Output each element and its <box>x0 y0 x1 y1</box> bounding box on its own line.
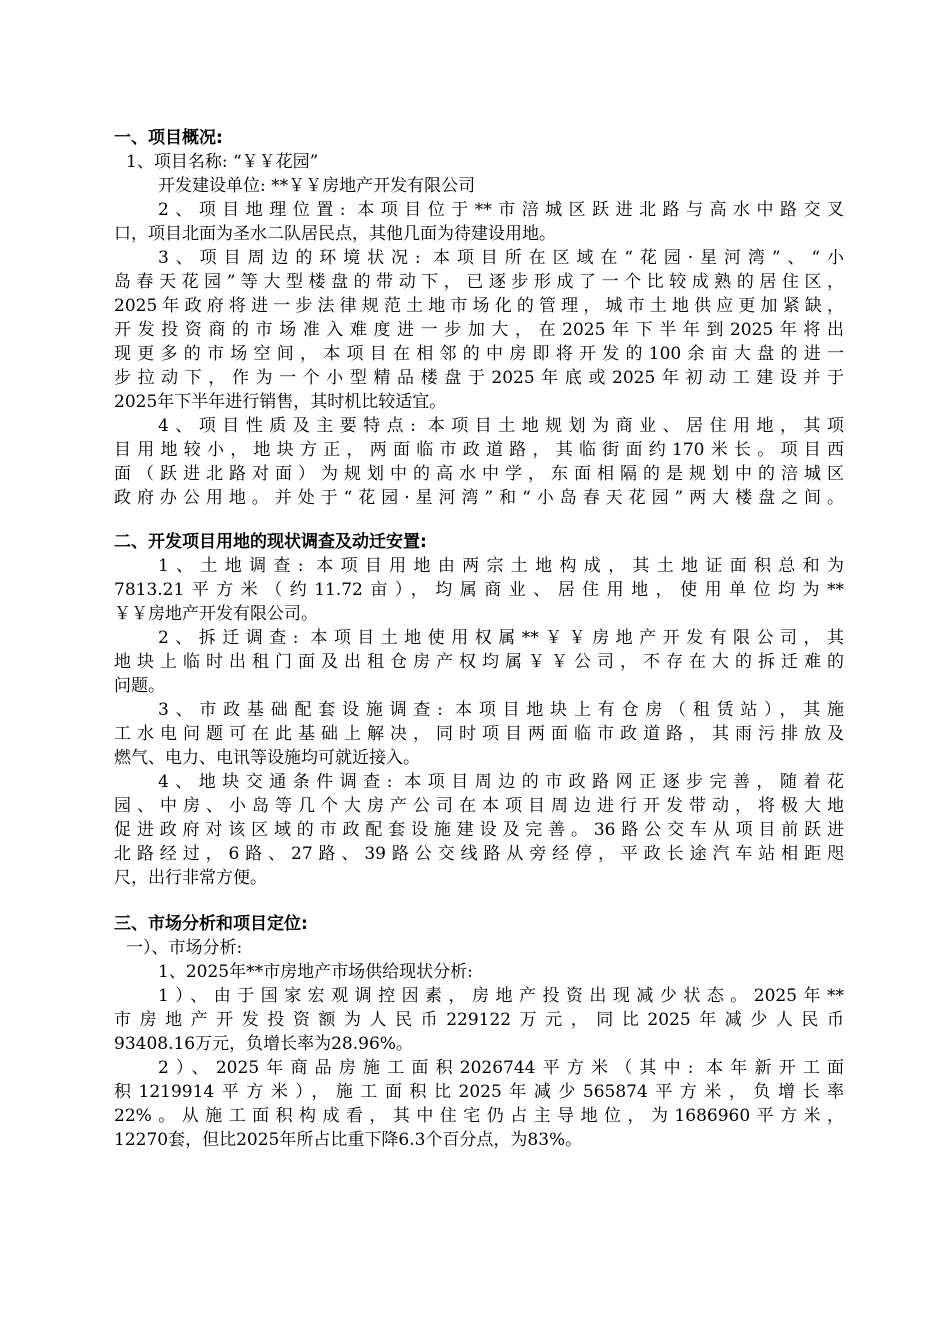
paragraph-line: 2025年政府将进一步法律规范土地市场化的管理，城市土地供应更加紧缺， <box>114 296 844 316</box>
paragraph-line: 目用地较小，地块方正，两面临市政道路，其临街面约170米长。项目西 <box>114 440 844 460</box>
section-heading-site-survey: 二、开发项目用地的现状调查及动迁安置: <box>114 532 427 552</box>
paragraph-line: 3、项目周边的环境状况: 本项目所在区域在“花园·星河湾”、“小 <box>158 248 844 268</box>
paragraph-line: 促进政府对该区域的市政配套设施建设及完善。36路公交车从项目前跃进 <box>114 820 844 840</box>
paragraph-line: 面（跃进北路对面）为规划中的高水中学，东面相隔的是规划中的涪城区 <box>114 464 844 484</box>
paragraph-line: 2、拆迁调查: 本项目土地使用权属**￥￥房地产开发有限公司，其 <box>158 628 844 648</box>
paragraph-line: 尺，出行非常方便。 <box>114 868 267 888</box>
document-body <box>114 126 844 1152</box>
paragraph-line: 1、土地调查: 本项目用地由两宗土地构成，其土地证面积总和为 <box>158 556 844 576</box>
paragraph-line: 步拉动下，作为一个小型精品楼盘于2025年底或2025年初动工建设并于 <box>114 368 844 388</box>
paragraph-line: 地块上临时出租门面及出租仓房产权均属￥￥公司，不存在大的拆迁难的 <box>114 652 844 672</box>
paragraph-line: 2025年下半年进行销售，其时机比较适宜。 <box>114 392 447 412</box>
paragraph-line: ￥￥房地产开发有限公司。 <box>114 604 318 624</box>
paragraph-line: 4、地块交通条件调查: 本项目周边的市政路网正逐步完善，随着花 <box>158 772 844 792</box>
paragraph-line: 现更多的市场空间，本项目在相邻的中房即将开发的100余亩大盘的进一 <box>114 344 844 364</box>
paragraph-line: 2）、2025年商品房施工面积2026744平方米（其中: 本年新开工面 <box>158 1058 844 1078</box>
paragraph-line: 1、项目名称: “￥￥花园” <box>126 152 319 172</box>
paragraph-line: 12270套，但比2025年所占比重下降6.3个百分点，为83%。 <box>114 1130 583 1150</box>
paragraph-line: 燃气、电力、电讯等设施均可就近接入。 <box>114 748 420 768</box>
paragraph-line: 口，项目北面为圣水二队居民点，其他几面为待建设用地。 <box>114 224 556 244</box>
section-heading-market-analysis: 三、市场分析和项目定位: <box>114 914 308 934</box>
paragraph-line: 园、中房、小岛等几个大房产公司在本项目周边进行开发带动，将极大地 <box>114 796 844 816</box>
subsection-heading: 一）、市场分析: <box>126 938 243 958</box>
paragraph-line: 1、2025年**市房地产市场供给现状分析: <box>158 962 473 982</box>
section-heading-project-overview: 一、项目概况: <box>114 128 223 148</box>
paragraph-line: 2、项目地理位置: 本项目位于**市涪城区跃进北路与高水中路交叉 <box>158 200 844 220</box>
paragraph-line: 政府办公用地。并处于“花园·星河湾”和“小岛春天花园”两大楼盘之间。 <box>114 488 844 508</box>
paragraph-line: 93408.16万元，负增长率为28.96%。 <box>114 1034 413 1054</box>
paragraph-line: 问题。 <box>114 676 165 696</box>
paragraph-line: 北路经过，6路、27路、39路公交线路从旁经停，平政长途汽车站相距咫 <box>114 844 844 864</box>
paragraph-line: 3、市政基础配套设施调查: 本项目地块上有仓房（租赁站），其施 <box>158 700 844 720</box>
paragraph-line: 4、项目性质及主要特点: 本项目土地规划为商业、居住用地，其项 <box>158 416 844 436</box>
section-spacer <box>114 510 844 530</box>
section-spacer <box>114 890 844 912</box>
paragraph-line: 岛春天花园”等大型楼盘的带动下，已逐步形成了一个比较成熟的居住区， <box>114 272 844 292</box>
paragraph-line: 开发投资商的市场准入难度进一步加大，在2025年下半年到2025年将出 <box>114 320 844 340</box>
paragraph-line: 积1219914平方米），施工面积比2025年减少565874平方米，负增长率 <box>114 1082 844 1102</box>
paragraph-line: 开发建设单位: **￥￥房地产开发有限公司 <box>158 176 476 196</box>
paragraph-line: 市房地产开发投资额为人民币229122万元，同比2025年减少人民币 <box>114 1010 844 1030</box>
paragraph-line: 工水电问题可在此基础上解决，同时项目两面临市政道路，其雨污排放及 <box>114 724 844 744</box>
paragraph-line: 22%。从施工面积构成看，其中住宅仍占主导地位，为1686960平方米， <box>114 1106 844 1126</box>
paragraph-line: 7813.21平方米（约11.72亩），均属商业、居住用地，使用单位均为** <box>114 580 844 600</box>
paragraph-line: 1）、由于国家宏观调控因素，房地产投资出现减少状态。2025年** <box>158 986 844 1006</box>
